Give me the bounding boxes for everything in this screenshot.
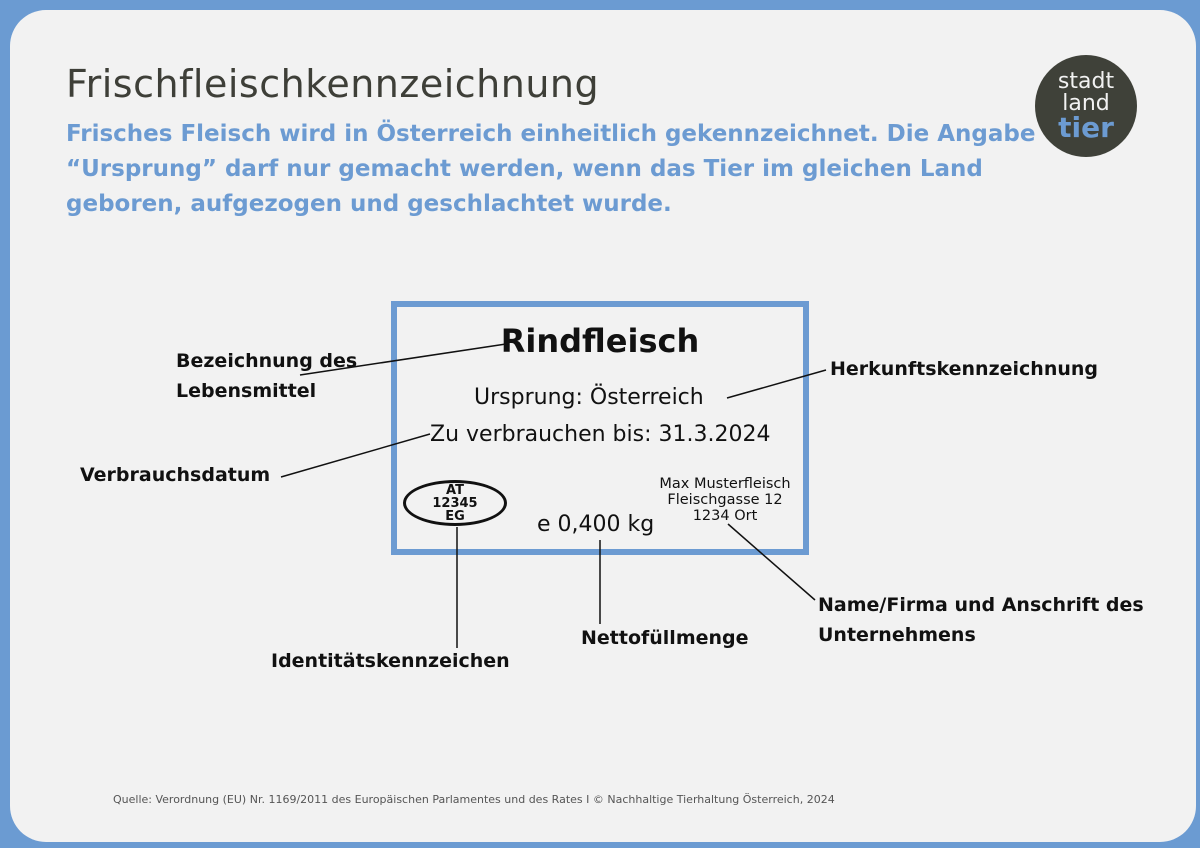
callout-verbrauchsdatum: Verbrauchsdatum [80,464,271,486]
callout-bezeichnung-line2: Lebensmittel [176,380,317,402]
callout-name-firma-line2: Unternehmens [818,624,976,646]
line-herkunft [727,370,826,398]
source-footnote: Quelle: Verordnung (EU) Nr. 1169/2011 des Europäischen Parlamentes und des Rates I © Nachhaltige Tierhaltung Österreich, 2024 [113,793,835,806]
id-mark-number: 12345 [432,495,478,511]
company-street: Fleischgasse 12 [667,492,783,508]
page-subtitle: Frisches Fleisch wird in Österreich einheitlich gekennzeichnet. Die Angabe “Ursprung” darf nur gemacht werden, wenn das Tier im gleichen Land geboren, aufgezogen und geschlachtet wurde. [66,121,1036,217]
label-use-by-date: Zu verbrauchen bis: 31.3.2024 [430,422,771,447]
page-title: Frischfleischkennzeichnung [66,62,600,106]
label-net-weight: e 0,400 kg [537,512,655,537]
line-verbrauchsdatum [281,434,430,477]
callout-name-firma-line1: Name/Firma und Anschrift des [818,594,1144,616]
logo-line-land: land [1062,91,1110,116]
company-city: 1234 Ort [692,508,758,524]
id-mark-country: AT [446,482,464,498]
callout-herkunft: Herkunftskennzeichnung [830,358,1098,380]
logo-line-tier: tier [1058,111,1114,144]
callout-name-firma [818,590,1144,650]
logo-line-stadt: stadt [1057,69,1115,94]
company-name: Max Musterfleisch [659,476,791,492]
id-mark-eg: EG [445,508,465,524]
label-product-name: Rindfleisch [500,322,700,360]
callout-bezeichnung [176,346,357,406]
line-name-firma [728,524,815,600]
callout-identitaet: Identitätskennzeichen [271,650,510,672]
callout-netto: Nettofüllmenge [581,627,749,649]
callout-bezeichnung-line1: Bezeichnung des [176,350,358,372]
label-origin: Ursprung: Österreich [474,385,704,410]
